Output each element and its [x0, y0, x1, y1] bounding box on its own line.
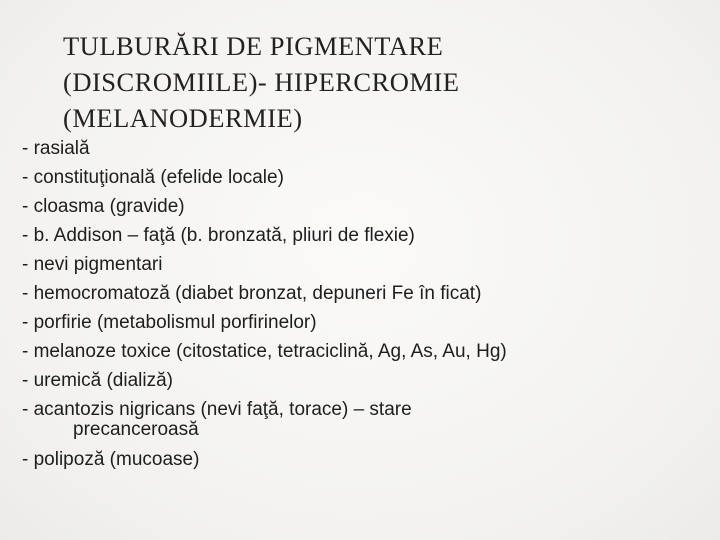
title-line-1: TULBURĂRI DE PIGMENTARE	[63, 31, 444, 61]
list-item: - hemocromatoză (diabet bronzat, depuneri Fe în ficat)	[22, 283, 482, 304]
list-item-text: - acantozis nigricans (nevi faţă, torace) – stare	[22, 399, 412, 420]
list-item-continuation: precanceroasă	[73, 419, 199, 440]
list-item: - polipoză (mucoase)	[22, 449, 200, 470]
list-item: - cloasma (gravide)	[22, 196, 185, 217]
title-line-3: (MELANODERMIE)	[63, 103, 303, 133]
slide-title	[63, 28, 683, 136]
list-item: - nevi pigmentari	[22, 254, 163, 275]
list-item: - porfirie (metabolismul porfirinelor)	[22, 312, 317, 333]
pigmentation-list	[22, 134, 507, 474]
title-line-2: (DISCROMIILE)- HIPERCROMIE	[63, 67, 460, 97]
list-item: - melanoze toxice (citostatice, tetraciclină, Ag, As, Au, Hg)	[22, 341, 507, 362]
list-item: - b. Addison – faţă (b. bronzată, pliuri de flexie)	[22, 225, 415, 246]
list-item: - rasială	[22, 138, 90, 159]
list-item-multiline	[22, 395, 507, 440]
list-item: - constituţională (efelide locale)	[22, 167, 284, 188]
list-item: - uremică (dializă)	[22, 370, 173, 391]
